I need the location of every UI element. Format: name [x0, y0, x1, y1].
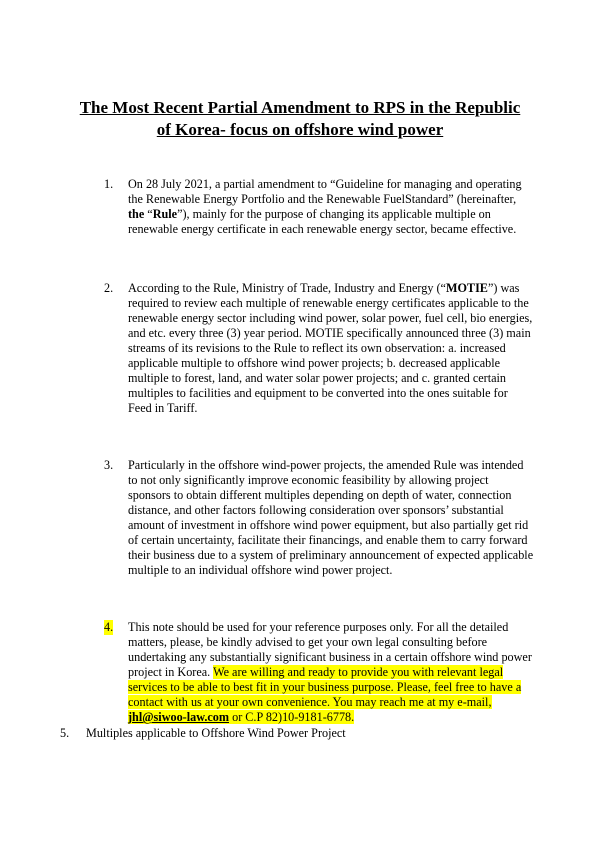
- item-bold-text: the: [128, 207, 145, 221]
- item-text: [128, 620, 534, 725]
- item-text-part: ”), mainly for the purpose of changing its applicable multiple on renewable energy certificate in each renewable energy sector, became effective.: [128, 207, 517, 236]
- item-number: 1.: [104, 177, 114, 191]
- highlighted-text: We are willing and ready to provide you with relevant legal services to be able to best fit in your business purpose. Please, feel free to have a contact with us at your own convenience. You may reach me at my e-mail,: [128, 665, 522, 709]
- item-text-part: ”) was required to review each multiple of renewable energy certificates applicable to the renewable energy sector including wind power, solar power, fuel cell, bio energies, and etc. every three (3) year period. MOTIE specifically announced three (3) main streams of its revisions to the Rule to reflect its own observation: a. increased applicable multiple to offshore wind power projects; b. decreased applicable multiple to forest, land, and water solar power projects; and c. granted certain multiples to facilities and equipment to be converted into the ones suitable for Feed in Tariff.: [128, 281, 533, 415]
- item-text-part: This note should be used for your reference purposes only. For all the detailed matters, please, be kindly advised to get your own legal consulting before undertaking any substantially significant business in a certain offshore wind power project in Korea.: [128, 620, 532, 679]
- item-bold-text: MOTIE: [445, 281, 488, 295]
- item-text: Particularly in the offshore wind-power projects, the amended Rule was intended to not only significantly improve economic feasibility by allowing project sponsors to obtain different multiples depending on depth of water, connection distance, and other factors following consideration over sponsors’ substantial amount of investment in offshore wind power equipment, but also partially get rid of certain uncertainty, facilitate their financings, and enable them to carry forward their business due to a system of preliminary announcement of expected applicable multiple to an individual offshore wind power project.: [128, 458, 534, 577]
- document-title: [60, 97, 540, 141]
- item-number: 5.: [60, 726, 70, 740]
- item-text: Multiples applicable to Offshore Wind Power Project: [86, 726, 346, 740]
- item-number: 3.: [104, 458, 114, 472]
- list-item-1: [104, 177, 534, 237]
- list-item-5: [60, 726, 346, 741]
- item-number: 2.: [104, 281, 114, 295]
- item-text-part: “: [144, 207, 153, 221]
- highlighted-text: or C.P 82)10-9181-6778.: [229, 710, 355, 724]
- title-line-2: of Korea- focus on offshore wind power: [156, 120, 444, 139]
- item-bold-text: Rule: [152, 207, 178, 221]
- list-item-4: [104, 620, 534, 725]
- email-link[interactable]: jhl@siwoo-law.com: [128, 710, 230, 724]
- title-line-1: The Most Recent Partial Amendment to RPS in the Republic: [79, 98, 521, 117]
- item-text: [128, 177, 534, 237]
- list-item-3: [104, 458, 534, 578]
- item-text-part: According to the Rule, Ministry of Trade, Industry and Energy (“: [128, 281, 446, 295]
- item-text: [128, 281, 534, 416]
- item-text-part: On 28 July 2021, a partial amendment to “Guideline for managing and operating the Renewable Energy Portfolio and the Renewable FuelStandard” (hereinafter,: [128, 177, 522, 206]
- item-number: 4.: [104, 620, 114, 634]
- list-item-2: [104, 281, 534, 416]
